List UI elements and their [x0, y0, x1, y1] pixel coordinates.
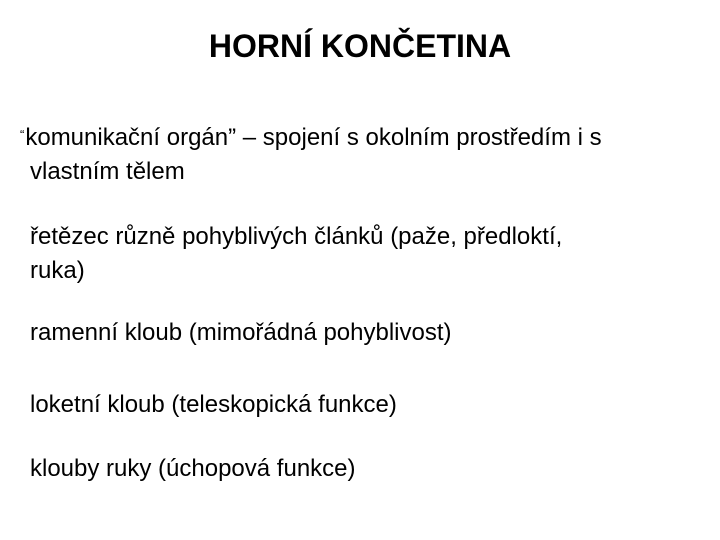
paragraph-chain-of-segments	[30, 220, 710, 288]
paragraph-text: ruka)	[30, 257, 85, 284]
paragraph-text: loketní kloub (teleskopická funkce)	[30, 391, 397, 418]
paragraph-line	[20, 118, 710, 155]
paragraph-communication-organ	[20, 118, 710, 189]
paragraph-text: řetězec různě pohyblivých článků (paže, předloktí,	[30, 223, 563, 250]
paragraph-text: klouby ruky (úchopová funkce)	[30, 455, 356, 482]
open-quote-mark: “	[20, 127, 25, 142]
paragraph-text: vlastním tělem	[30, 158, 185, 185]
paragraph-text: komunikační orgán” – spojení s okolním prostředím i s	[25, 124, 602, 151]
paragraph-hand-joints	[30, 452, 710, 486]
paragraph-elbow-joint	[30, 388, 710, 422]
paragraph-shoulder-joint	[30, 316, 710, 350]
slide-title: HORNÍ KONČETINA	[208, 28, 512, 64]
paragraph-text: ramenní kloub (mimořádná pohyblivost)	[30, 319, 452, 346]
